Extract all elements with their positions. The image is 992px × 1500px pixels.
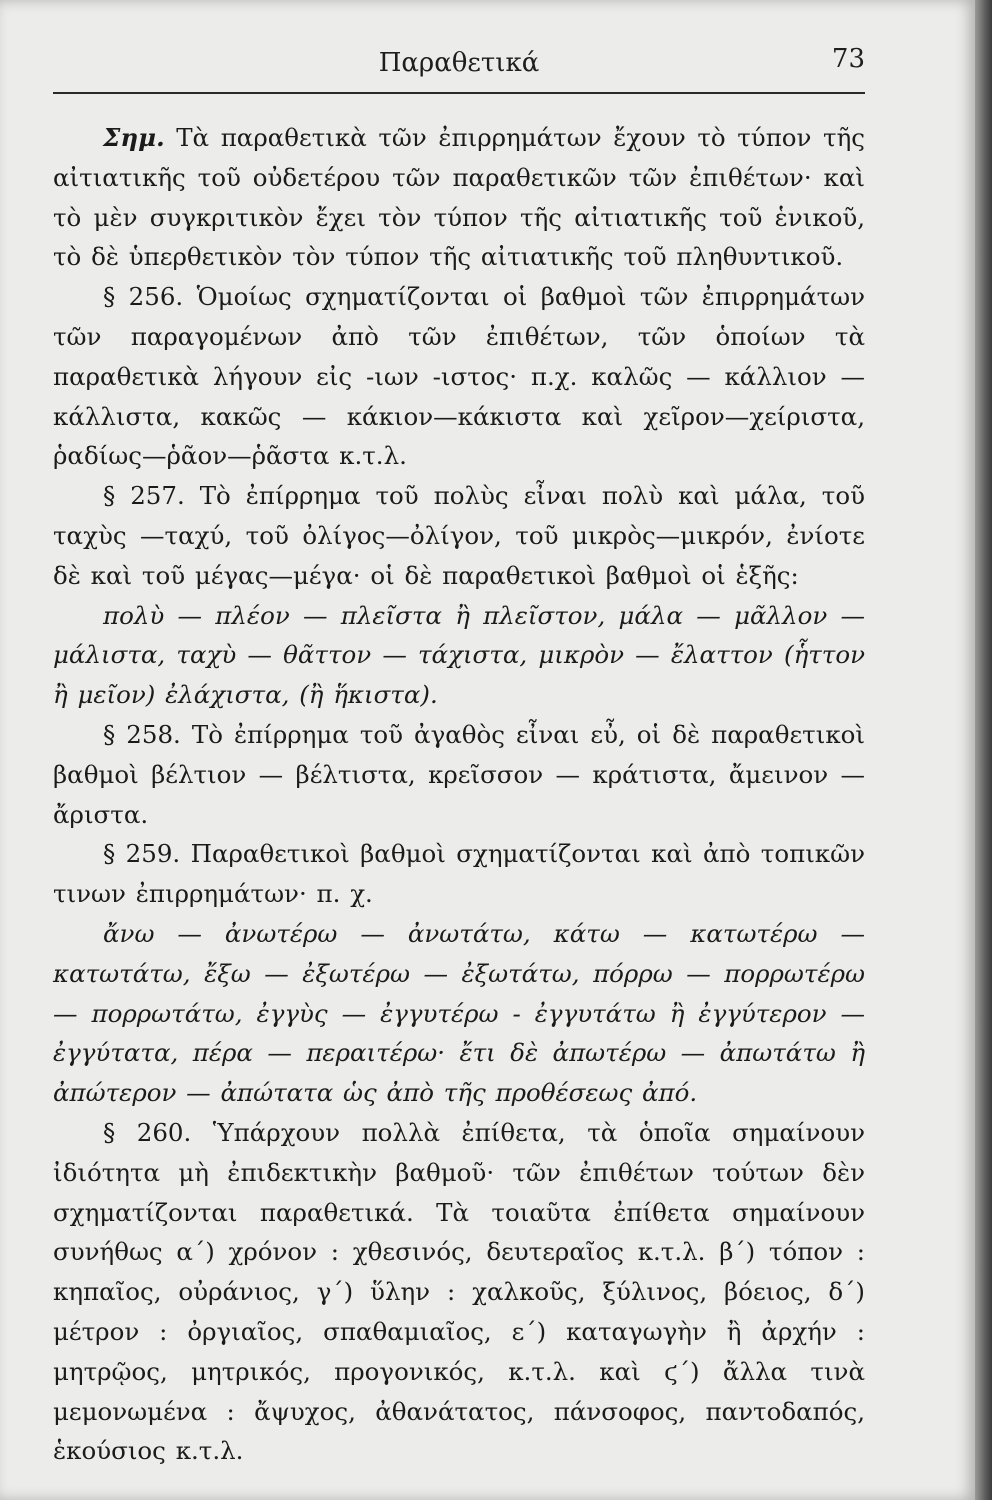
section-258: § 258. Τὸ ἐπίρρημα τοῦ ἀγαθὸς εἶναι εὖ, οἱ δὲ παραθετικοὶ βαθμοὶ βέλτιον — βέλτιστα, κρεῖσσον — κράτιστα, ἄμεινον — ἄριστα. xyxy=(53,719,865,829)
page-body xyxy=(53,118,865,1471)
note-sigil: Σημ. xyxy=(103,123,165,152)
note-paragraph xyxy=(53,118,865,277)
section-256: § 256. Ὁμοίως σχηματίζονται οἱ βαθμοὶ τῶν ἐπιρρημάτων τῶν παραγομένων ἀπὸ τῶν ἐπιθέτων, τῶν ὁποίων τὰ παραθετικὰ λήγουν εἰς -ιων -ιστος· π.χ. καλῶς — κάλλιον — κάλλιστα, κακῶς — κάκιον—κάκιστα καὶ χεῖρον—χείριστα, ῥαδίως—ῥᾶον—ῥᾶστα κ.τ.λ. xyxy=(53,282,865,471)
page-edge xyxy=(975,0,992,1500)
comparison-list-2: ἄνω — ἀνωτέρω — ἀνωτάτω, κάτω — κατωτέρω — κατωτάτω, ἔξω — ἐξωτέρω — ἐξωτάτω, πόρρω — πορρωτέρω — πορρωτάτω, ἐγγὺς — ἐγγυτέρω - ἐγγυτάτω ἢ ἐγγύτερον — ἐγγύτατα, πέρα — περαιτέρω· ἔτι δὲ ἀπωτέρω — ἀπωτάτω ἢ ἀπώτερον — ἀπώτατα ὡς ἀπὸ τῆς προθέσεως ἀπό. xyxy=(53,918,865,1108)
header-rule xyxy=(53,92,865,94)
running-header xyxy=(53,38,865,88)
section-259: § 259. Παραθετικοὶ βαθμοὶ σχηματίζονται καὶ ἀπὸ τοπικῶν τινων ἐπιρρημάτων· π. χ. xyxy=(53,839,865,909)
running-title: Παραθετικά xyxy=(378,48,540,78)
section-260: § 260. Ὑπάρχουν πολλὰ ἐπίθετα, τὰ ὁποῖα σημαίνουν ἰδιότητα μὴ ἐπιδεκτικὴν βαθμοῦ· τῶν ἐπιθέτων τούτων δὲν σχηματίζονται παραθετικά. Τὰ τοιαῦτα ἐπίθετα σημαίνουν συνήθως α΄) χρόνον : χθεσινός, δευτεραῖος κ.τ.λ. β΄) τόπον : κηπαῖος, οὐράνιος, γ΄) ὕλην : χαλκοῦς, ξύλινος, βόειος, δ΄) μέτρον : ὀργιαῖος, σπαθαμιαῖος, ε΄) καταγωγὴν ἢ ἀρχήν : μητρῷος, μητρικός, προγονικός, κ.τ.λ. καὶ ϛ΄) ἄλλα τινὰ μεμονωμένα : ἄψυχος, ἀθανάτατος, πάνσοφος, παντοδαπός, ἑκούσιος κ.τ.λ. xyxy=(53,1117,865,1466)
section-257: § 257. Τὸ ἐπίρρημα τοῦ πολὺς εἶναι πολὺ καὶ μάλα, τοῦ ταχὺς —ταχύ, τοῦ ὀλίγος—ὀλίγον, τοῦ μικρὸς—μικρόν, ἐνίοτε δὲ καὶ τοῦ μέγας—μέγα· οἱ δὲ παραθετικοὶ βαθμοὶ οἱ ἑξῆς: xyxy=(53,481,865,590)
comparison-list-1: πολὺ — πλέον — πλεῖστα ἢ πλεῖστον, μάλα — μᾶλλον — μάλιστα, ταχὺ — θᾶττον — τάχιστα, μικρὸν — ἔλαττον (ἧττον ἢ μεῖον) ἐλάχιστα, (ἢ ἥκιστα). xyxy=(53,600,865,710)
note-text: Τὰ παραθετικὰ τῶν ἐπιρρημάτων ἔχουν τὸ τύπον τῆς αἰτιατικῆς τοῦ οὐδετέρου τῶν παραθετικῶν τῶν ἐπιθέτων· καὶ τὸ μὲν συγκριτικὸν ἔχει τὸν τύπον τῆς αἰτιατικῆς τοῦ ἑνικοῦ, τὸ δὲ ὑπερθετικὸν τὸν τύπον τῆς αἰτιατικῆς τοῦ πληθυντικοῦ. xyxy=(53,123,865,272)
page-number: 73 xyxy=(831,44,865,74)
